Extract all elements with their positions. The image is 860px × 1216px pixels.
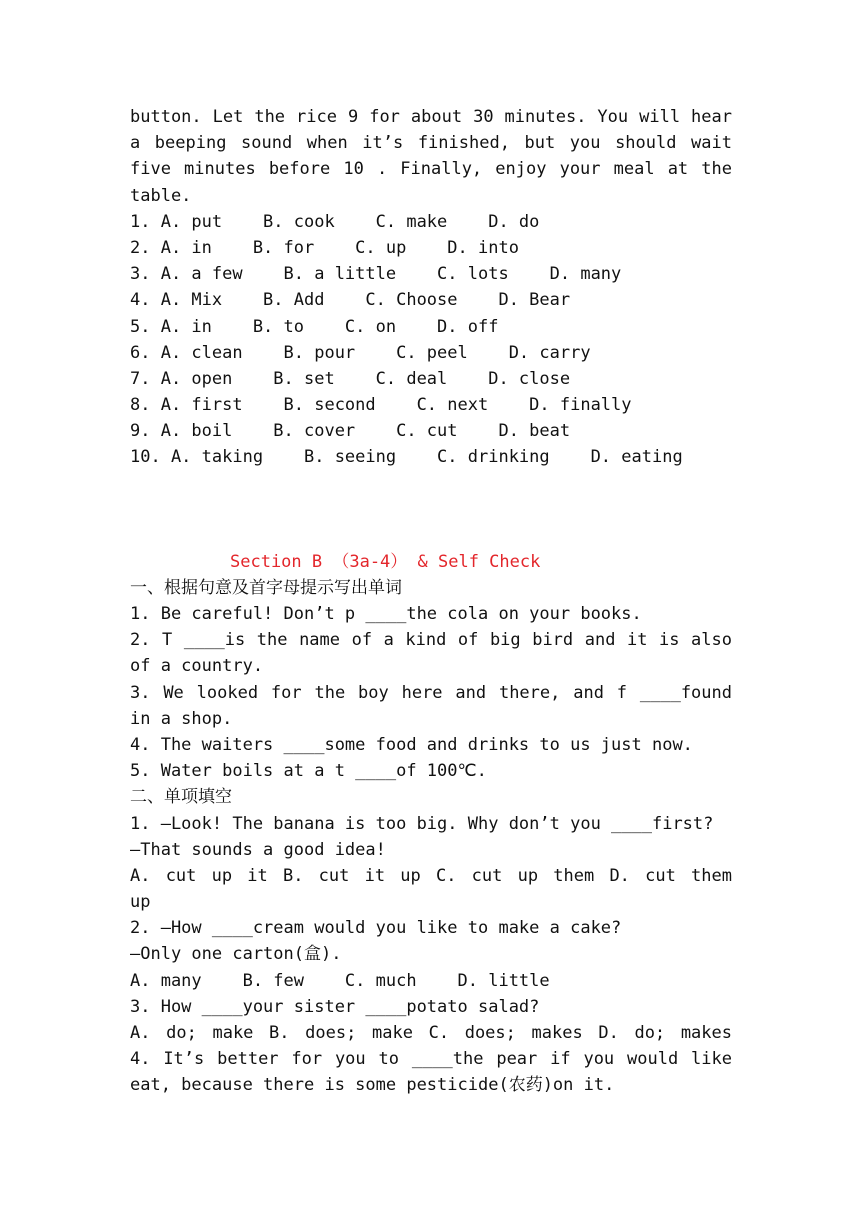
option-line: 10. A. taking B. seeing C. drinking D. eating bbox=[130, 447, 683, 468]
option-line: 3. A. a few B. a little C. lots D. many bbox=[130, 264, 622, 285]
question-line: A. cut up it B. cut it up C. cut up them D. cut them bbox=[130, 865, 732, 886]
part2-questions bbox=[130, 811, 732, 1099]
option-line: 9. A. boil B. cover C. cut D. beat bbox=[130, 421, 571, 442]
question-line: of a country. bbox=[130, 656, 264, 677]
passage-line: button. Let the rice 9 for about 30 minutes. You will hear bbox=[130, 107, 732, 127]
part1-questions bbox=[130, 601, 732, 784]
question-line: in a shop. bbox=[130, 708, 233, 729]
question-line: 2. —How ____cream would you like to make a cake? bbox=[130, 918, 622, 939]
option-line: 6. A. clean B. pour C. peel D. carry bbox=[130, 342, 591, 363]
question-line: 4. The waiters ____some food and drinks to us just now. bbox=[130, 734, 693, 755]
option-line: 5. A. in B. to C. on D. off bbox=[130, 316, 499, 337]
option-line: 7. A. open B. set C. deal D. close bbox=[130, 368, 571, 389]
question-line: 1. Be careful! Don’t p ____the cola on your books. bbox=[130, 604, 642, 624]
question-line: 3. We looked for the boy here and there, and f ____found bbox=[130, 682, 732, 703]
question-line: up bbox=[130, 892, 151, 913]
question-line: A. do; make B. does; make C. does; makes D. do; makes bbox=[130, 1023, 732, 1043]
option-line: 4. A. Mix B. Add C. Choose D. Bear bbox=[130, 290, 571, 311]
part2-heading: 二、单项填空 bbox=[130, 787, 232, 808]
question-line: —Only one carton(盒). bbox=[130, 944, 342, 965]
option-line: 8. A. first B. second C. next D. finally bbox=[130, 395, 632, 416]
question-line: 2. T ____is the name of a kind of big bird and it is also bbox=[130, 630, 732, 651]
option-line: 2. A. in B. for C. up D. into bbox=[130, 237, 519, 258]
question-line: A. many B. few C. much D. little bbox=[130, 970, 550, 991]
question-line: 1. —Look! The banana is too big. Why don’t you ____first? bbox=[130, 813, 714, 834]
spacer bbox=[130, 471, 732, 549]
question-line: 4. It’s better for you to ____the pear if you would like bbox=[130, 1049, 732, 1070]
passage-line: a beeping sound when it’s finished, but you should wait bbox=[130, 133, 732, 154]
question-line: eat, because there is some pesticide(农药)on it. bbox=[130, 1075, 615, 1096]
options-list bbox=[130, 209, 732, 471]
section-title: Section B （3a-4） & Self Check bbox=[230, 551, 541, 572]
passage bbox=[130, 104, 732, 209]
question-line: 5. Water boils at a t ____of 100℃. bbox=[130, 761, 487, 782]
part1-heading: 一、根据句意及首字母提示写出单词 bbox=[130, 577, 402, 598]
passage-line: table. bbox=[130, 185, 192, 206]
option-line: 1. A. put B. cook C. make D. do bbox=[130, 211, 540, 232]
question-line: 3. How ____your sister ____potato salad? bbox=[130, 996, 540, 1017]
document-page bbox=[130, 104, 732, 1099]
question-line: —That sounds a good idea! bbox=[130, 839, 386, 860]
passage-line: five minutes before 10 . Finally, enjoy your meal at the bbox=[130, 159, 732, 180]
